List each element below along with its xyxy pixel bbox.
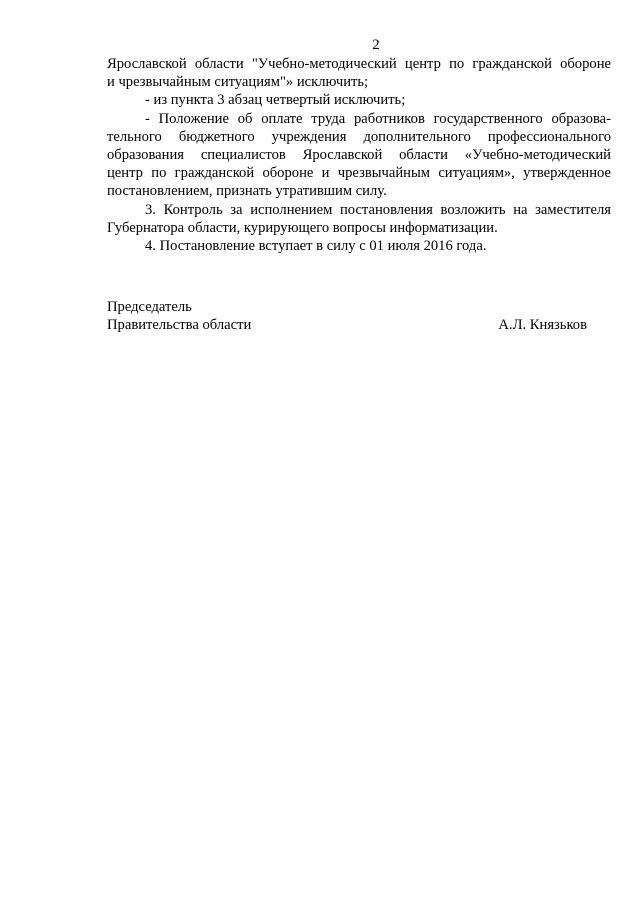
- text-line: образования специалистов Ярославской области «Учебно-методический: [107, 147, 611, 164]
- signatory-title-line: Председатель: [107, 299, 192, 315]
- signatory-name: А.Л. Князьков: [498, 317, 587, 334]
- text-line: 4. Постановление вступает в силу с 01 июля 2016 года.: [145, 238, 487, 255]
- text-line: - из пункта 3 абзац четвертый исключить;: [145, 92, 406, 109]
- text-line: Губернатора области, курирующего вопросы информатизации.: [107, 219, 498, 236]
- paragraph-exclude-clause: [107, 91, 611, 109]
- page-number: 2: [372, 37, 380, 53]
- text-line: Ярославской области "Учебно-методический центр по гражданской обороне: [107, 56, 611, 72]
- text-line: тельного бюджетного учреждения дополнительного профессионального: [107, 128, 611, 145]
- document-body: [107, 55, 611, 255]
- text-line: - Положение об оплате труда работников государственного образова-: [145, 110, 611, 127]
- signature-row: [107, 316, 587, 334]
- text-line: постановлением, признать утратившим силу.: [107, 183, 387, 200]
- paragraph-control: [107, 201, 611, 237]
- text-line: и чрезвычайным ситуациям"» исключить;: [107, 74, 369, 91]
- text-line: центр по гражданской обороне и чрезвычайным ситуациям», утвержденное: [107, 165, 611, 182]
- paragraph-regulation-void: [107, 110, 611, 201]
- paragraph-continuation: [107, 55, 611, 91]
- signatory-title-line: Правительства области: [107, 317, 252, 334]
- text-line: 3. Контроль за исполнением постановления возложить на заместителя: [145, 201, 611, 218]
- signature-block: [107, 298, 587, 334]
- paragraph-effective-date: [107, 237, 611, 255]
